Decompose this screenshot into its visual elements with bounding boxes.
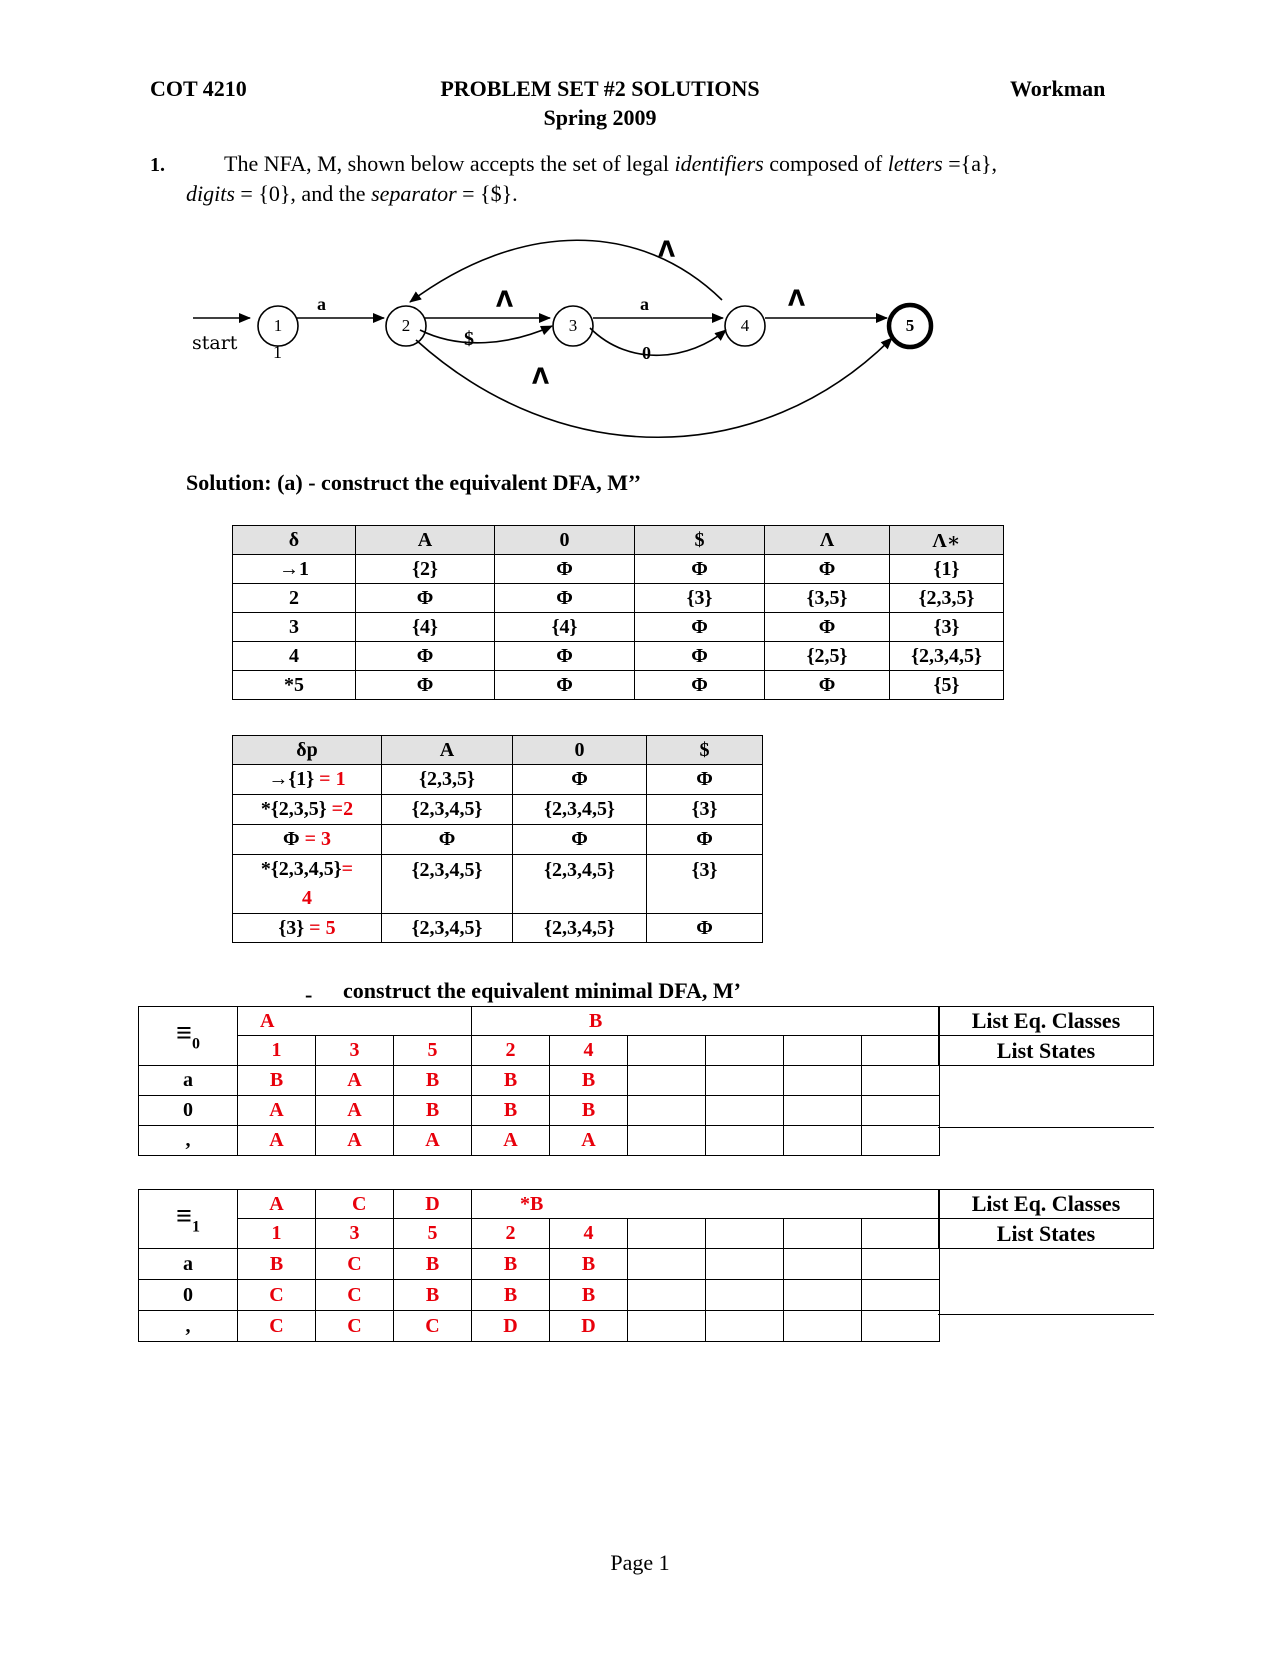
edge-2-3-lower-label: $ — [464, 328, 474, 350]
start-label: start — [192, 332, 238, 354]
page-number: Page 1 — [610, 1550, 670, 1575]
table-cell: B — [550, 1096, 628, 1126]
table-cell: Φ — [495, 642, 635, 671]
empty-cell — [784, 1066, 862, 1096]
edge-3-4-upper-label: a — [640, 294, 649, 314]
eq1-side-box — [938, 1189, 1154, 1249]
table-row — [233, 671, 1004, 700]
header-cell: δp — [233, 736, 382, 765]
header-cell: 0 — [495, 526, 635, 555]
state-cell: {3} = 5 — [233, 914, 382, 943]
eq0-class-b: B — [472, 1007, 940, 1036]
table-cell: Φ — [647, 914, 763, 943]
empty-cell — [862, 1280, 940, 1311]
table-row — [233, 765, 763, 795]
table-row — [233, 555, 1004, 584]
empty-cell — [862, 1311, 940, 1342]
table-cell: {2,3,5} — [382, 765, 513, 795]
eq0-side-rule — [938, 1127, 1154, 1128]
state-5-label: 5 — [905, 316, 915, 335]
edge-2-5-label: Λ — [532, 365, 550, 390]
table-cell: D — [472, 1311, 550, 1342]
state-1-label: 1 — [273, 316, 283, 335]
table-cell: B — [394, 1280, 472, 1311]
table-cell: Φ — [495, 671, 635, 700]
problem-line-2: digits = {0}, and the separator = {$}. — [186, 181, 518, 206]
table-cell: Φ — [765, 613, 890, 642]
eq1-class-a: A — [238, 1190, 316, 1219]
table-cell: {2,3,4,5} — [513, 914, 647, 943]
table-cell: {5} — [890, 671, 1004, 700]
nfa-transition-table — [232, 525, 1004, 700]
eq0-table — [138, 1006, 940, 1156]
table-cell: C — [238, 1280, 316, 1311]
table-cell: {1} — [890, 555, 1004, 584]
header-cell: $ — [635, 526, 765, 555]
empty-cell — [628, 1219, 706, 1249]
table-cell: {4} — [356, 613, 495, 642]
table-cell: {2,3,4,5} — [382, 795, 513, 825]
empty-cell — [706, 1066, 784, 1096]
table-cell: {2,3,4,5} — [513, 795, 647, 825]
edge-4-2-label: Λ — [658, 238, 676, 263]
solution-b-title: construct the equivalent minimal DFA, M’ — [343, 978, 741, 1003]
table-cell: {2,5} — [765, 642, 890, 671]
table-cell: B — [394, 1096, 472, 1126]
document-title: PROBLEM SET #2 SOLUTIONS — [440, 76, 760, 101]
table-cell: C — [316, 1311, 394, 1342]
table-cell: Φ — [635, 671, 765, 700]
empty-cell — [862, 1249, 940, 1280]
table-cell: B — [550, 1249, 628, 1280]
eq1-label: $\equiv_1$ — [139, 1190, 238, 1249]
edge-2-3-upper-label: Λ — [496, 288, 514, 313]
table-cell: A — [238, 1096, 316, 1126]
table-row — [233, 825, 763, 855]
table-cell: Φ — [513, 765, 647, 795]
course-code: COT 4210 — [150, 76, 247, 101]
table-cell: A — [472, 1126, 550, 1156]
symbol-cell: 0 — [139, 1280, 238, 1311]
table-cell: {2,3,4,5} — [890, 642, 1004, 671]
table-cell: A — [238, 1126, 316, 1156]
table-cell: {3} — [635, 584, 765, 613]
edge-3-4-lower-label: 0 — [642, 343, 651, 363]
table-cell: A — [316, 1096, 394, 1126]
list-eq-classes: List Eq. Classes — [939, 1190, 1154, 1219]
state-cell: 1 — [238, 1219, 316, 1249]
edge-3-4-lower — [590, 328, 726, 355]
empty-cell — [628, 1066, 706, 1096]
empty-cell — [706, 1219, 784, 1249]
state-2-label: 2 — [401, 316, 411, 335]
empty-cell — [862, 1096, 940, 1126]
table-cell: C — [316, 1280, 394, 1311]
eq0-state-row — [139, 1036, 940, 1066]
table-cell: B — [550, 1280, 628, 1311]
table-cell: B — [238, 1066, 316, 1096]
empty-cell — [862, 1219, 940, 1249]
empty-cell — [706, 1311, 784, 1342]
state-cell: 5 — [394, 1219, 472, 1249]
table-header-row — [233, 526, 1004, 555]
symbol-cell: 0 — [139, 1096, 238, 1126]
table-cell: Φ — [647, 825, 763, 855]
table-cell: →1 — [233, 555, 356, 584]
table-cell: {3,5} — [765, 584, 890, 613]
state-3-label: 3 — [568, 316, 578, 335]
empty-cell — [706, 1036, 784, 1066]
empty-cell — [628, 1126, 706, 1156]
state-4-label: 4 — [740, 316, 750, 335]
edge-4-5-label: Λ — [788, 287, 806, 312]
list-states: List States — [939, 1036, 1154, 1066]
table-header-row — [233, 736, 763, 765]
state-cell: 1 — [238, 1036, 316, 1066]
edge-1-2-label: a — [317, 294, 326, 314]
empty-cell — [628, 1280, 706, 1311]
empty-cell — [706, 1280, 784, 1311]
nfa-diagram — [0, 0, 1280, 480]
header-cell: 0 — [513, 736, 647, 765]
table-cell: D — [550, 1311, 628, 1342]
header-cell: Λ∗ — [890, 526, 1004, 555]
table-cell: A — [316, 1126, 394, 1156]
empty-cell — [706, 1249, 784, 1280]
table-cell: {2,3,5} — [890, 584, 1004, 613]
list-states: List States — [939, 1219, 1154, 1249]
table-cell: {4} — [495, 613, 635, 642]
table-row — [233, 642, 1004, 671]
edge-4-2 — [410, 240, 722, 302]
state-cell: →{1} = 1 — [233, 765, 382, 795]
empty-cell — [784, 1126, 862, 1156]
solution-b-dash: - — [305, 982, 313, 1007]
state-cell: Φ = 3 — [233, 825, 382, 855]
empty-cell — [628, 1249, 706, 1280]
table-cell: 2 — [233, 584, 356, 613]
table-cell: B — [472, 1096, 550, 1126]
table-cell: Φ — [765, 671, 890, 700]
empty-cell — [862, 1036, 940, 1066]
table-cell: Φ — [495, 584, 635, 613]
state-cell: *{2,3,5} =2 — [233, 795, 382, 825]
table-cell: A — [550, 1126, 628, 1156]
table-cell: {2,3,4,5} — [513, 855, 647, 914]
author-name: Workman — [1010, 76, 1106, 101]
table-cell: C — [316, 1249, 394, 1280]
state-cell: 3 — [316, 1219, 394, 1249]
list-eq-classes: List Eq. Classes — [939, 1007, 1154, 1036]
state-cell: 3 — [316, 1036, 394, 1066]
table-row — [233, 914, 763, 943]
table-row — [233, 855, 763, 914]
eq1-row-0 — [139, 1280, 940, 1311]
state-cell: 2 — [472, 1219, 550, 1249]
table-cell: {2,3,4,5} — [382, 855, 513, 914]
table-cell: B — [472, 1249, 550, 1280]
table-cell: B — [394, 1249, 472, 1280]
state-cell: 2 — [472, 1036, 550, 1066]
table-cell: 4 — [233, 642, 356, 671]
table-cell: Φ — [356, 584, 495, 613]
empty-cell — [628, 1036, 706, 1066]
eq0-row-0 — [139, 1096, 940, 1126]
empty-cell — [784, 1219, 862, 1249]
table-cell: A — [394, 1126, 472, 1156]
empty-cell — [784, 1096, 862, 1126]
header-cell: A — [356, 526, 495, 555]
table-cell: Φ — [635, 642, 765, 671]
table-cell: Φ — [382, 825, 513, 855]
state-cell: 4 — [550, 1219, 628, 1249]
empty-cell — [784, 1311, 862, 1342]
empty-cell — [784, 1280, 862, 1311]
table-cell: Φ — [635, 555, 765, 584]
table-row — [233, 613, 1004, 642]
eq1-row-sep — [139, 1311, 940, 1342]
problem-line-1: The NFA, M, shown below accepts the set of legal identifiers composed of letters ={a}, — [224, 151, 998, 176]
table-cell: B — [472, 1066, 550, 1096]
table-cell: B — [472, 1280, 550, 1311]
empty-cell — [784, 1249, 862, 1280]
table-cell: C — [238, 1311, 316, 1342]
eq1-side-rule — [938, 1314, 1154, 1315]
eq1-class-c: C — [316, 1190, 394, 1219]
table-cell: Φ — [513, 825, 647, 855]
table-cell: 3 — [233, 613, 356, 642]
header-cell: δ — [233, 526, 356, 555]
empty-cell — [628, 1096, 706, 1126]
empty-cell — [706, 1096, 784, 1126]
table-row — [233, 584, 1004, 613]
table-cell: {2,3,4,5} — [382, 914, 513, 943]
table-cell: Φ — [635, 613, 765, 642]
table-cell: C — [394, 1311, 472, 1342]
table-cell: {2} — [356, 555, 495, 584]
table-cell: *5 — [233, 671, 356, 700]
eq1-state-row — [139, 1219, 940, 1249]
table-cell: {3} — [647, 795, 763, 825]
table-row — [233, 795, 763, 825]
eq1-class-d: D — [394, 1190, 472, 1219]
edge-2-5 — [416, 338, 892, 437]
eq0-class-a: A — [238, 1007, 472, 1036]
state-cell: 4 — [550, 1036, 628, 1066]
empty-cell — [784, 1036, 862, 1066]
eq0-side-box — [938, 1006, 1154, 1066]
symbol-cell: , — [139, 1311, 238, 1342]
solution-a-title: Solution: (a) - construct the equivalent DFA, M’’ — [186, 470, 642, 495]
table-cell: Φ — [765, 555, 890, 584]
empty-cell — [706, 1126, 784, 1156]
symbol-cell: a — [139, 1066, 238, 1096]
eq1-class-b: *B — [472, 1190, 940, 1219]
state-cell: *{2,3,4,5}= 4 — [233, 855, 382, 914]
table-cell: Φ — [356, 642, 495, 671]
empty-cell — [862, 1126, 940, 1156]
edge-2-3-lower — [420, 326, 552, 343]
eq1-row-a — [139, 1249, 940, 1280]
table-cell: B — [394, 1066, 472, 1096]
table-cell: {3} — [647, 855, 763, 914]
dfa-transition-table — [232, 735, 763, 943]
eq0-row-a — [139, 1066, 940, 1096]
eq0-row-sep — [139, 1126, 940, 1156]
document-term: Spring 2009 — [543, 105, 657, 130]
eq0-label: $\equiv_0$ — [139, 1007, 238, 1066]
problem-number: 1. — [150, 154, 165, 176]
header-cell: A — [382, 736, 513, 765]
empty-cell — [862, 1066, 940, 1096]
state-cell: 5 — [394, 1036, 472, 1066]
symbol-cell: a — [139, 1249, 238, 1280]
table-cell: Φ — [647, 765, 763, 795]
stray-mark: 1 — [273, 342, 282, 362]
header-cell: Λ — [765, 526, 890, 555]
empty-cell — [628, 1311, 706, 1342]
table-cell: Φ — [356, 671, 495, 700]
table-cell: B — [238, 1249, 316, 1280]
symbol-cell: , — [139, 1126, 238, 1156]
table-cell: {3} — [890, 613, 1004, 642]
header-cell: $ — [647, 736, 763, 765]
eq1-table — [138, 1189, 940, 1342]
table-cell: A — [316, 1066, 394, 1096]
table-cell: Φ — [495, 555, 635, 584]
table-cell: B — [550, 1066, 628, 1096]
